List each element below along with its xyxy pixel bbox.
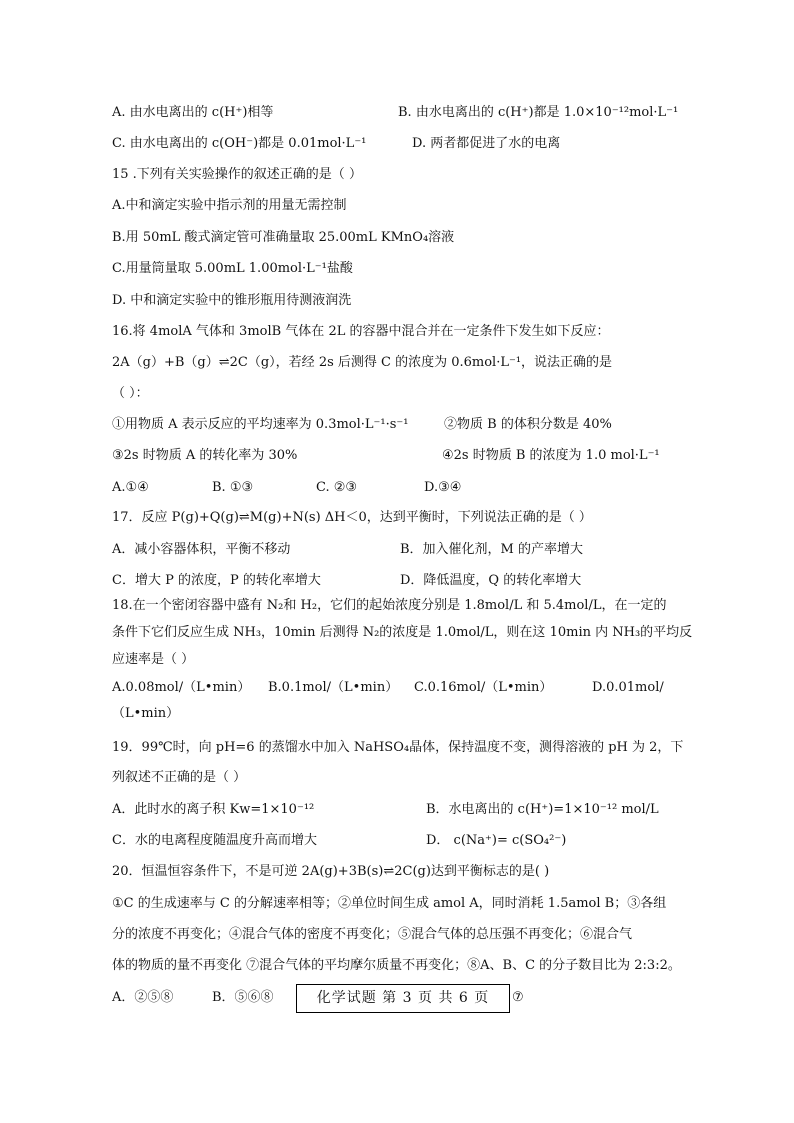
q15-stem: 15 .下列有关实验操作的叙述正确的是（ ） xyxy=(112,167,362,182)
q16-option-a: A.①④ xyxy=(112,480,149,495)
q16-stem-line3: （ ）： xyxy=(112,386,149,401)
q18-stem-line1: 18.在一个密闭容器中盛有 N₂和 H₂，它们的起始浓度分别是 1.8mol/L 和 5.4mol/L，在一定的 xyxy=(112,598,667,613)
q20-statements-line2: 分的浓度不再变化；④混合气体的密度不再变化；⑤混合气体的总压强不再变化；⑥混合气 xyxy=(112,927,633,942)
q14-option-b: B. 由水电离出的 c(H⁺)都是 1.0×10⁻¹²mol·L⁻¹ xyxy=(398,105,679,120)
q15-option-c: C.用量筒量取 5.00mL 1.00mol·L⁻¹盐酸 xyxy=(112,261,353,276)
q16-statement-1: ①用物质 A 表示反应的平均速率为 0.3mol·L⁻¹·s⁻¹ xyxy=(112,417,409,432)
q16-option-b: B. ①③ xyxy=(212,480,254,495)
q19-option-a: A．此时水的离子积 Kw=1×10⁻¹² xyxy=(112,802,315,817)
q20-option-d-tail: ⑦ xyxy=(512,990,524,1005)
q19-option-d: D． c(Na⁺)= c(SO₄²⁻) xyxy=(426,833,567,848)
q17-option-c: C．增大 P 的浓度，P 的转化率增大 xyxy=(112,573,321,588)
q17-stem: 17．反应 P(g)+Q(g)⇌M(g)+N(s) ΔH＜0，达到平衡时，下列说法正确的是（ ） xyxy=(112,510,592,525)
q18-option-b: B.0.1mol/（L•min） xyxy=(268,680,399,695)
q16-stem-line2: 2A（g）+B（g）⇌2C（g），若经 2s 后测得 C 的浓度为 0.6mol·L⁻¹，说法正确的是 xyxy=(112,355,613,370)
q16-statement-2: ②物质 B 的体积分数是 40% xyxy=(444,417,612,432)
q20-statements-line3: 体的物质的量不再变化 ⑦混合气体的平均摩尔质量不再变化；⑧A、B、C 的分子数目比为 2:3:2。 xyxy=(112,958,681,973)
q14-option-c: C. 由水电离出的 c(OH⁻)都是 0.01mol·L⁻¹ xyxy=(112,136,367,151)
q18-option-d: D.0.01mol/ xyxy=(592,680,664,695)
q20-stem: 20．恒温恒容条件下，不是可逆 2A(g)+3B(s)⇌2C(g)达到平衡标志的是( ) xyxy=(112,864,550,879)
q20-statements-line1: ①C 的生成速率与 C 的分解速率相等；②单位时间生成 amol A，同时消耗 1.5amol B；③各组 xyxy=(112,896,667,911)
q14-option-d: D. 两者都促进了水的电离 xyxy=(412,136,561,151)
q18-stem-line3: 应速率是（ ） xyxy=(112,652,195,667)
q19-stem-line1: 19．99℃时，向 pH=6 的蒸馏水中加入 NaHSO₄晶体，保持温度不变，测得溶液的 pH 为 2，下 xyxy=(112,740,684,755)
q19-option-b: B．水电离出的 c(H⁺)=1×10⁻¹² mol/L xyxy=(426,802,659,817)
q15-option-d: D. 中和滴定实验中的锥形瓶用待测液润洗 xyxy=(112,293,352,308)
q19-option-c: C．水的电离程度随温度升高而增大 xyxy=(112,833,317,848)
page-footer: 化学试题 第 3 页 共 6 页 xyxy=(296,984,510,1013)
q15-option-b: B.用 50mL 酸式滴定管可准确量取 25.00mL KMnO₄溶液 xyxy=(112,230,455,245)
q19-stem-line2: 列叙述不正确的是（ ） xyxy=(112,770,247,785)
q14-option-a: A. 由水电离出的 c(H⁺)相等 xyxy=(112,105,274,120)
q18-option-c: C.0.16mol/（L•min） xyxy=(414,680,553,695)
q16-statement-4: ④2s 时物质 B 的浓度为 1.0 mol·L⁻¹ xyxy=(442,448,660,463)
q17-option-a: A．减小容器体积，平衡不移动 xyxy=(112,542,291,557)
q18-option-a: A.0.08mol/（L•min） xyxy=(112,680,251,695)
q18-option-d-continued: （L•min） xyxy=(112,706,180,721)
q20-option-b: B．⑤⑥⑧ xyxy=(212,990,274,1005)
q16-stem-line1: 16.将 4molA 气体和 3molB 气体在 2L 的容器中混合并在一定条件下发生如下反应： xyxy=(112,324,610,339)
q17-option-d: D．降低温度，Q 的转化率增大 xyxy=(400,573,582,588)
q15-option-a: A.中和滴定实验中指示剂的用量无需控制 xyxy=(112,198,347,213)
q20-option-a: A．②⑤⑧ xyxy=(112,990,174,1005)
q17-option-b: B．加入催化剂，M 的产率增大 xyxy=(400,542,583,557)
q16-option-d: D.③④ xyxy=(424,480,462,495)
q16-statement-3: ③2s 时物质 A 的转化率为 30% xyxy=(112,448,298,463)
q16-option-c: C. ②③ xyxy=(316,480,358,495)
q18-stem-line2: 条件下它们反应生成 NH₃，10min 后测得 N₂的浓度是 1.0mol/L，则在这 10min 内 NH₃的平均反 xyxy=(112,625,693,640)
